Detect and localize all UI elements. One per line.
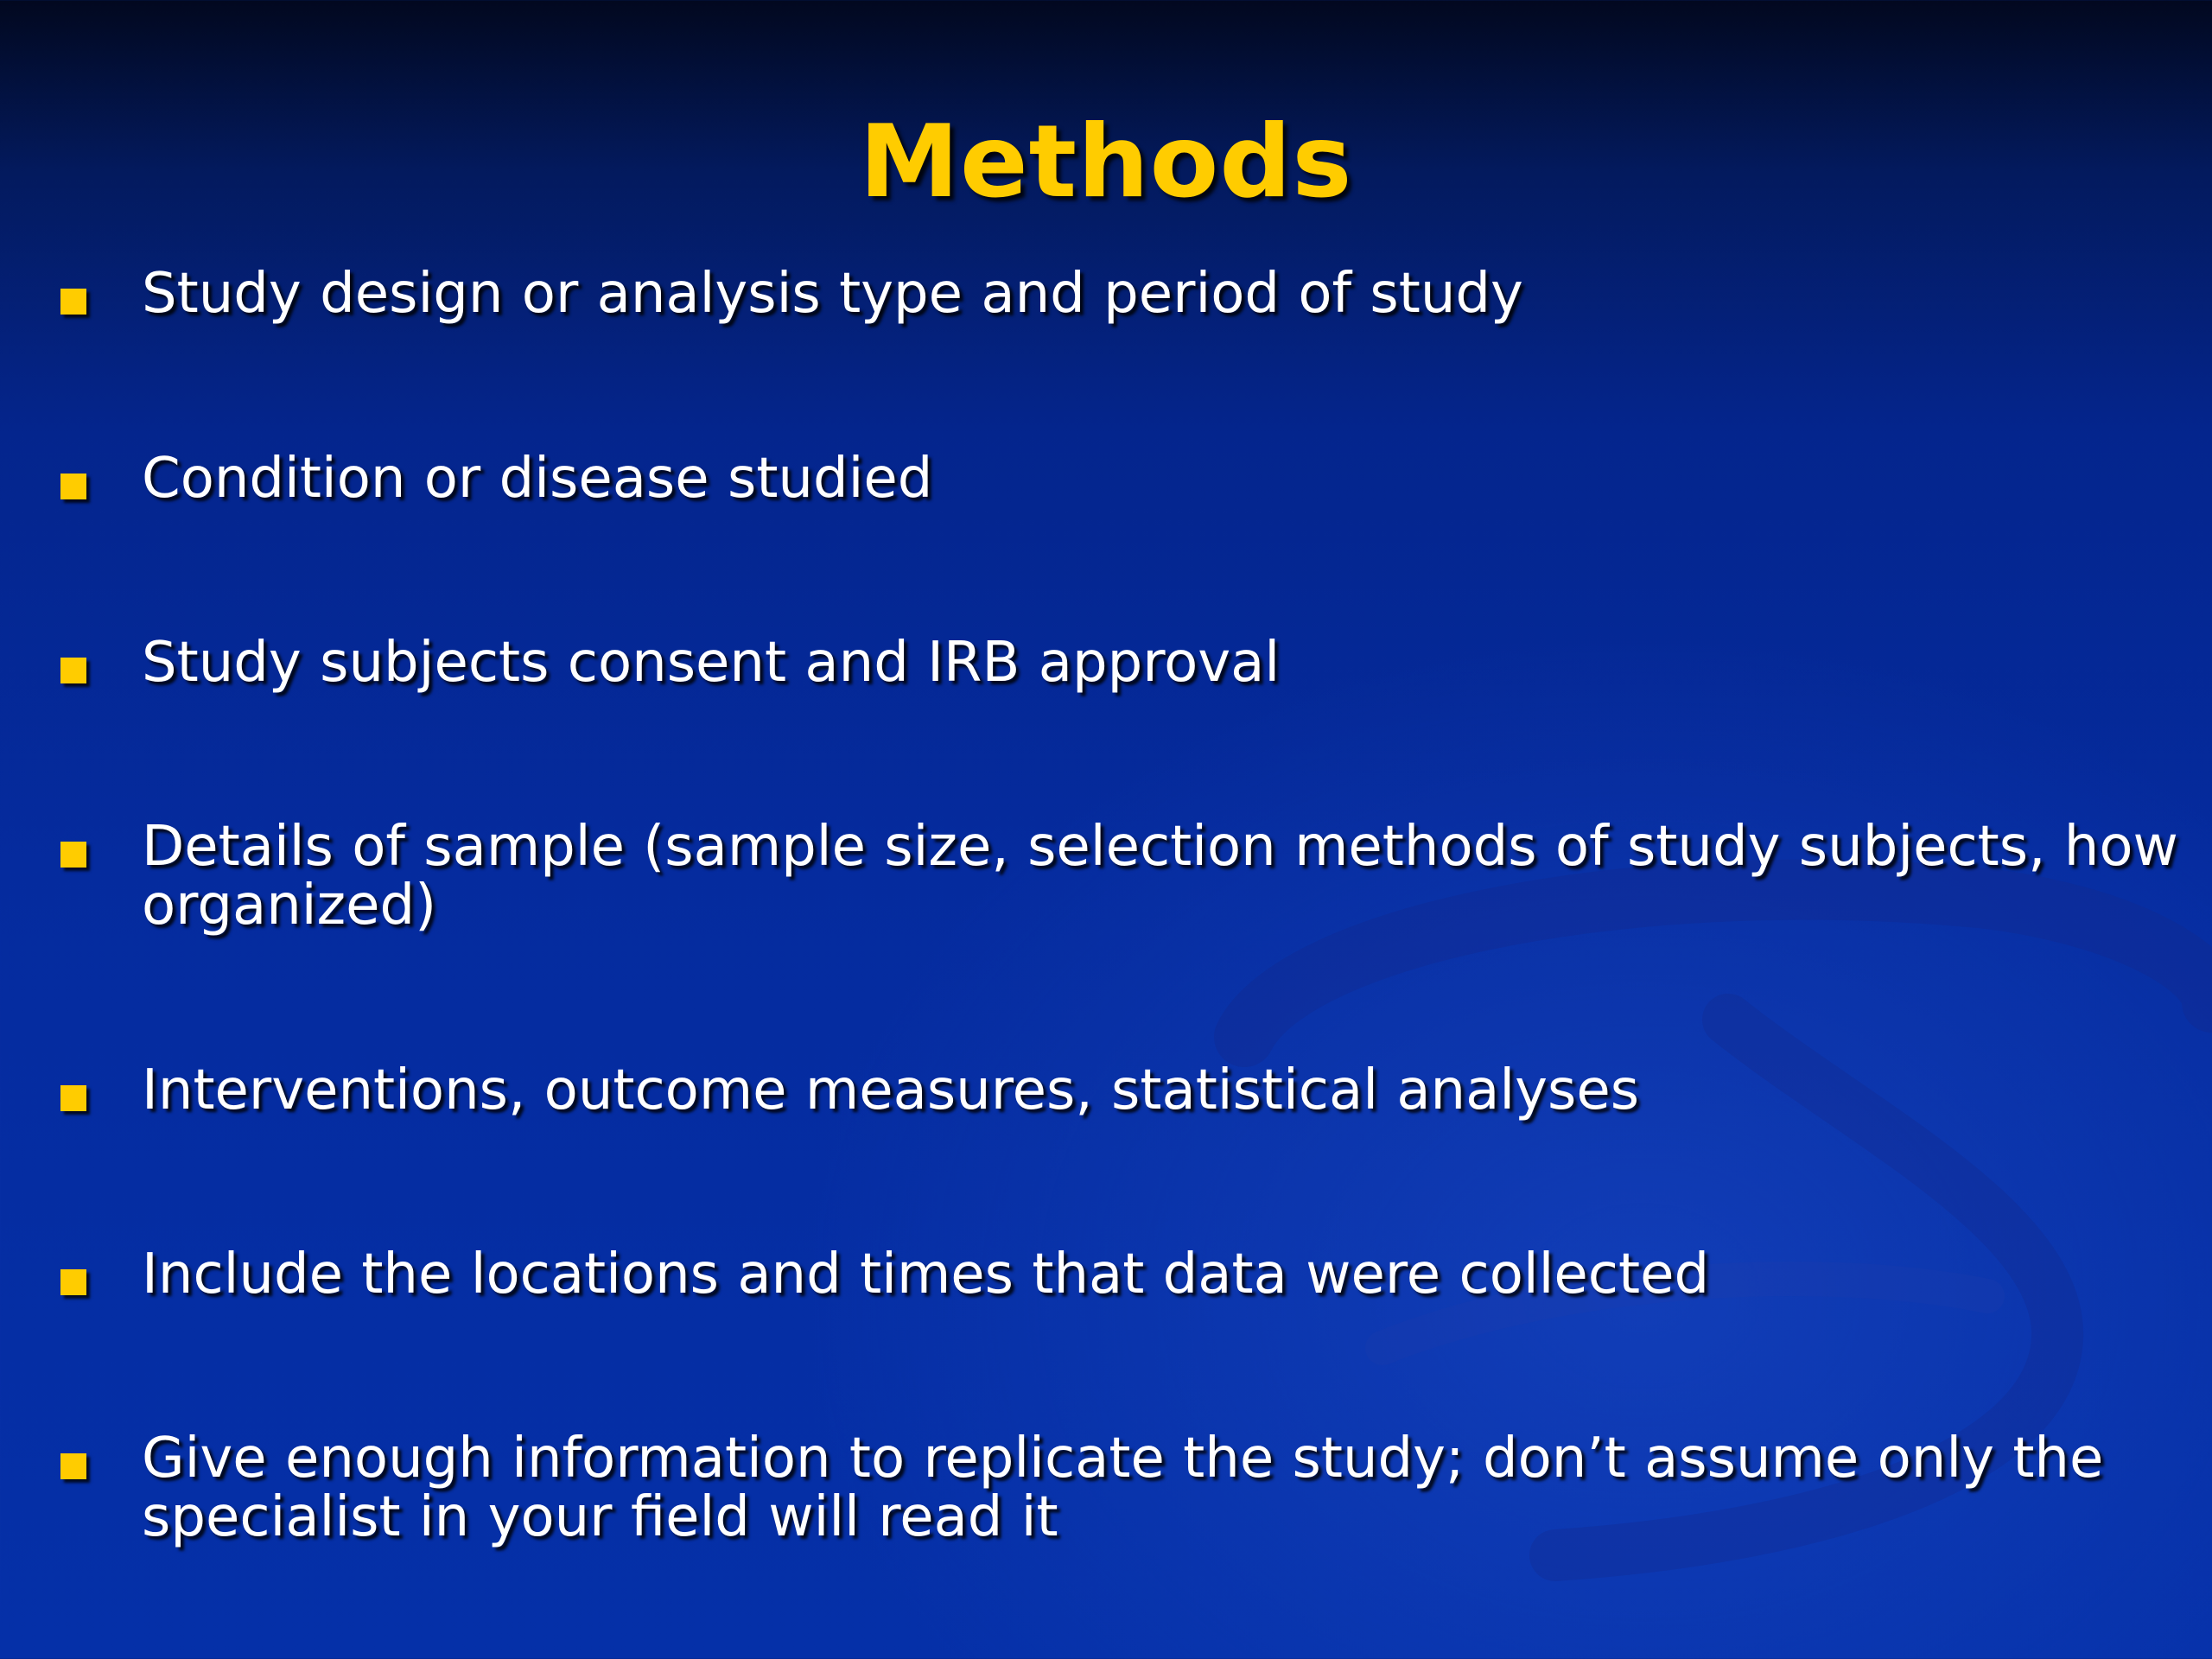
- bullet-text: Give enough information to replicate the study; don’t assume only the specialist in your field will read it: [142, 1427, 2104, 1549]
- bullet-text: Details of sample (sample size, selection methods of study subjects, how organized): [142, 815, 2178, 938]
- square-bullet-icon: [60, 658, 86, 683]
- bullet-text: Study subjects consent and IRB approval: [142, 631, 1281, 695]
- slide-title: Methods: [859, 104, 1353, 220]
- square-bullet-icon: [60, 474, 86, 499]
- bullet-text: Include the locations and times that data were collected: [142, 1243, 1710, 1306]
- square-bullet-icon: [60, 1269, 86, 1295]
- square-bullet-icon: [60, 289, 86, 315]
- bullet-text: Study design or analysis type and period of study: [142, 262, 1523, 326]
- bullet-text: Condition or disease studied: [142, 447, 933, 511]
- square-bullet-icon: [60, 1085, 86, 1111]
- bullet-text: Interventions, outcome measures, statistical analyses: [142, 1058, 1640, 1122]
- square-bullet-icon: [60, 842, 86, 868]
- square-bullet-icon: [60, 1453, 86, 1479]
